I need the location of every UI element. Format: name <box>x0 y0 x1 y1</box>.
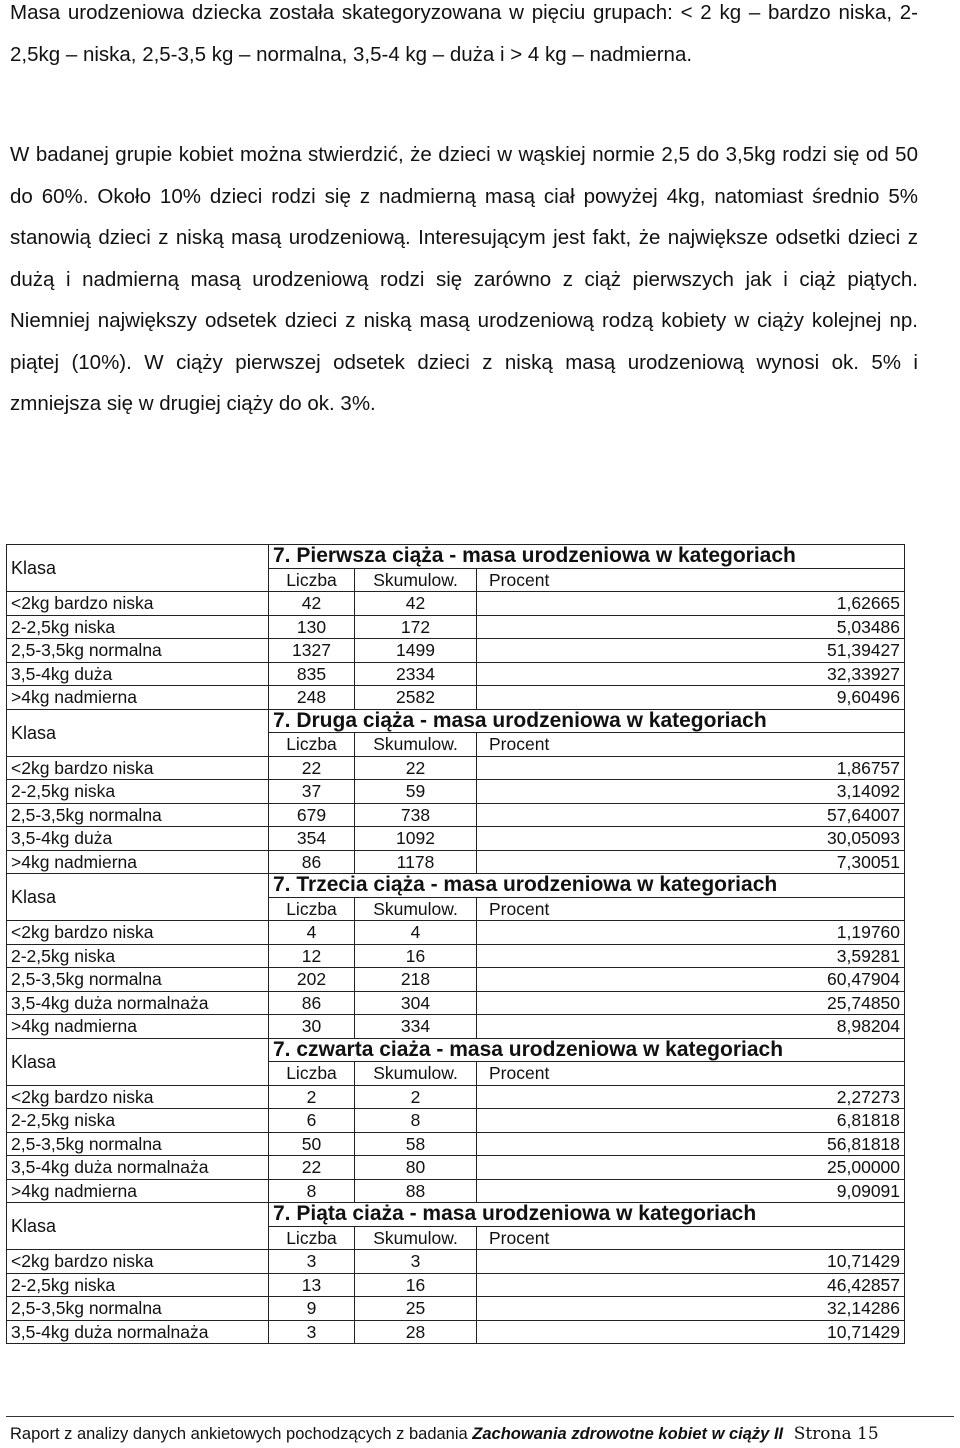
skumulow-cell: 16 <box>355 944 477 968</box>
liczba-cell: 37 <box>269 780 355 804</box>
procent-cell: 30,05093 <box>477 827 905 851</box>
procent-header: Procent <box>477 733 905 757</box>
klasa-cell: <2kg bardzo niska <box>7 1250 269 1274</box>
klasa-cell: >4kg nadmierna <box>7 850 269 874</box>
skumulow-cell: 1178 <box>355 850 477 874</box>
klasa-cell: 2-2,5kg niska <box>7 1273 269 1297</box>
table-row <box>7 615 905 639</box>
table-section-title: 7. Pierwsza ciąża - masa urodzeniowa w kategoriach <box>269 545 905 569</box>
skumulow-cell: 334 <box>355 1015 477 1039</box>
skumulow-cell: 2 <box>355 1085 477 1109</box>
skumulow-cell: 1499 <box>355 639 477 663</box>
birth-weight-table <box>6 544 905 1344</box>
procent-cell: 6,81818 <box>477 1109 905 1133</box>
skumulow-cell: 2334 <box>355 662 477 686</box>
procent-cell: 25,00000 <box>477 1156 905 1180</box>
klasa-header: Klasa <box>7 1038 269 1085</box>
liczba-cell: 3 <box>269 1250 355 1274</box>
procent-cell: 25,74850 <box>477 991 905 1015</box>
procent-cell: 56,81818 <box>477 1132 905 1156</box>
klasa-cell: <2kg bardzo niska <box>7 592 269 616</box>
skumulow-cell: 59 <box>355 780 477 804</box>
footer-page-number: Strona 15 <box>793 1424 879 1444</box>
liczba-cell: 30 <box>269 1015 355 1039</box>
procent-cell: 32,33927 <box>477 662 905 686</box>
klasa-cell: 3,5-4kg duża <box>7 662 269 686</box>
table-row <box>7 944 905 968</box>
footer-study-title: Zachowania zdrowotne kobiet w ciąży II <box>472 1425 784 1443</box>
footer-divider <box>6 1416 954 1417</box>
liczba-cell: 835 <box>269 662 355 686</box>
procent-header: Procent <box>477 1062 905 1086</box>
procent-cell: 2,27273 <box>477 1085 905 1109</box>
table-section-title-row <box>7 1038 905 1062</box>
procent-cell: 1,86757 <box>477 756 905 780</box>
table-row <box>7 1179 905 1203</box>
skumulow-cell: 4 <box>355 921 477 945</box>
liczba-header: Liczba <box>269 1226 355 1250</box>
liczba-header: Liczba <box>269 897 355 921</box>
liczba-cell: 8 <box>269 1179 355 1203</box>
procent-cell: 3,59281 <box>477 944 905 968</box>
table-row <box>7 1085 905 1109</box>
liczba-header: Liczba <box>269 1062 355 1086</box>
table-section-title: 7. Druga ciąża - masa urodzeniowa w kategoriach <box>269 709 905 733</box>
liczba-cell: 248 <box>269 686 355 710</box>
klasa-cell: <2kg bardzo niska <box>7 921 269 945</box>
table-row <box>7 921 905 945</box>
table-section-title-row <box>7 1203 905 1227</box>
procent-header: Procent <box>477 568 905 592</box>
liczba-cell: 86 <box>269 991 355 1015</box>
liczba-cell: 202 <box>269 968 355 992</box>
liczba-header: Liczba <box>269 733 355 757</box>
procent-cell: 32,14286 <box>477 1297 905 1321</box>
klasa-cell: 2,5-3,5kg normalna <box>7 1297 269 1321</box>
liczba-cell: 22 <box>269 1156 355 1180</box>
table-row <box>7 1320 905 1344</box>
liczba-cell: 12 <box>269 944 355 968</box>
klasa-cell: 3,5-4kg duża normalnaża <box>7 1320 269 1344</box>
klasa-cell: 2-2,5kg niska <box>7 615 269 639</box>
klasa-cell: 2,5-3,5kg normalna <box>7 1132 269 1156</box>
liczba-cell: 22 <box>269 756 355 780</box>
liczba-cell: 679 <box>269 803 355 827</box>
klasa-cell: 2,5-3,5kg normalna <box>7 968 269 992</box>
procent-header: Procent <box>477 897 905 921</box>
table-row <box>7 1132 905 1156</box>
table-row <box>7 780 905 804</box>
liczba-cell: 50 <box>269 1132 355 1156</box>
klasa-cell: >4kg nadmierna <box>7 686 269 710</box>
skumulow-cell: 22 <box>355 756 477 780</box>
table-section-title-row <box>7 874 905 898</box>
table-row <box>7 803 905 827</box>
procent-cell: 1,19760 <box>477 921 905 945</box>
klasa-cell: 2,5-3,5kg normalna <box>7 803 269 827</box>
liczba-cell: 2 <box>269 1085 355 1109</box>
klasa-cell: <2kg bardzo niska <box>7 1085 269 1109</box>
klasa-cell: 3,5-4kg duża <box>7 827 269 851</box>
procent-cell: 46,42857 <box>477 1273 905 1297</box>
procent-cell: 9,60496 <box>477 686 905 710</box>
skumulow-cell: 3 <box>355 1250 477 1274</box>
skumulow-cell: 8 <box>355 1109 477 1133</box>
footer-report-text: Raport z analizy danych ankietowych pochodzących z badania <box>10 1425 468 1443</box>
liczba-cell: 13 <box>269 1273 355 1297</box>
skumulow-cell: 42 <box>355 592 477 616</box>
table-row <box>7 662 905 686</box>
klasa-header: Klasa <box>7 1203 269 1250</box>
skumulow-cell: 2582 <box>355 686 477 710</box>
intro-paragraph: Masa urodzeniowa dziecka została skategoryzowana w pięciu grupach: < 2 kg – bardzo niska, 2-2,5kg – niska, 2,5-3,5 kg – normalna, 3,5-4 kg – duża i > 4 kg – nadmierna. <box>10 1 918 66</box>
liczba-cell: 130 <box>269 615 355 639</box>
liczba-header: Liczba <box>269 568 355 592</box>
table-row <box>7 850 905 874</box>
skumulow-header: Skumulow. <box>355 733 477 757</box>
skumulow-header: Skumulow. <box>355 568 477 592</box>
liczba-cell: 3 <box>269 1320 355 1344</box>
skumulow-cell: 218 <box>355 968 477 992</box>
table-section-title: 7. czwarta ciaża - masa urodzeniowa w kategoriach <box>269 1038 905 1062</box>
klasa-cell: 2-2,5kg niska <box>7 780 269 804</box>
procent-cell: 9,09091 <box>477 1179 905 1203</box>
skumulow-cell: 1092 <box>355 827 477 851</box>
procent-cell: 60,47904 <box>477 968 905 992</box>
liczba-cell: 86 <box>269 850 355 874</box>
skumulow-cell: 172 <box>355 615 477 639</box>
table-row <box>7 991 905 1015</box>
procent-cell: 5,03486 <box>477 615 905 639</box>
klasa-cell: 2,5-3,5kg normalna <box>7 639 269 663</box>
procent-cell: 51,39427 <box>477 639 905 663</box>
klasa-cell: 2-2,5kg niska <box>7 944 269 968</box>
klasa-cell: 2-2,5kg niska <box>7 1109 269 1133</box>
skumulow-header: Skumulow. <box>355 897 477 921</box>
skumulow-cell: 28 <box>355 1320 477 1344</box>
table-row <box>7 968 905 992</box>
skumulow-header: Skumulow. <box>355 1226 477 1250</box>
analysis-paragraph: W badanej grupie kobiet można stwierdzić, że dzieci w wąskiej normie 2,5 do 3,5kg rodzi się od 50 do 60%. Około 10% dzieci rodzi się z nadmierną masą ciał powyżej 4kg, natomiast średnio 5% stanowią dzieci z niską masą urodzeniową. Interesującym jest fakt, że największe odsetki dzieci z dużą i nadmierną masą urodzeniową rodzi się zarówno z ciąż pierwszych jak i ciąż piątych. Niemniej największy odsetek dzieci z niską masą urodzeniową rodzą kobiety w ciąży kolejnej np. piątej (10%). W ciąży pierwszej odsetek dzieci z niską masą urodzeniową wynosi ok. 5% i zmniejsza się w drugiej ciąży do ok. 3%. <box>10 143 918 415</box>
table-row <box>7 1015 905 1039</box>
skumulow-cell: 58 <box>355 1132 477 1156</box>
liczba-cell: 1327 <box>269 639 355 663</box>
klasa-header: Klasa <box>7 545 269 592</box>
skumulow-cell: 304 <box>355 991 477 1015</box>
procent-cell: 57,64007 <box>477 803 905 827</box>
procent-header: Procent <box>477 1226 905 1250</box>
table-row <box>7 1273 905 1297</box>
skumulow-header: Skumulow. <box>355 1062 477 1086</box>
skumulow-cell: 16 <box>355 1273 477 1297</box>
page-footer <box>10 1424 960 1444</box>
liczba-cell: 4 <box>269 921 355 945</box>
table-row <box>7 1109 905 1133</box>
procent-cell: 3,14092 <box>477 780 905 804</box>
klasa-cell: >4kg nadmierna <box>7 1015 269 1039</box>
table-row <box>7 827 905 851</box>
liczba-cell: 42 <box>269 592 355 616</box>
klasa-cell: 3,5-4kg duża normalnaża <box>7 991 269 1015</box>
table-row <box>7 639 905 663</box>
klasa-header: Klasa <box>7 874 269 921</box>
table-row <box>7 1156 905 1180</box>
table-section-title-row <box>7 709 905 733</box>
liczba-cell: 354 <box>269 827 355 851</box>
procent-cell: 7,30051 <box>477 850 905 874</box>
procent-cell: 10,71429 <box>477 1320 905 1344</box>
klasa-cell: <2kg bardzo niska <box>7 756 269 780</box>
table-row <box>7 686 905 710</box>
table-row <box>7 1297 905 1321</box>
table-section-title: 7. Trzecia ciąża - masa urodzeniowa w kategoriach <box>269 874 905 898</box>
liczba-cell: 9 <box>269 1297 355 1321</box>
skumulow-cell: 738 <box>355 803 477 827</box>
procent-cell: 1,62665 <box>477 592 905 616</box>
skumulow-cell: 25 <box>355 1297 477 1321</box>
klasa-cell: 3,5-4kg duża normalnaża <box>7 1156 269 1180</box>
skumulow-cell: 88 <box>355 1179 477 1203</box>
table-row <box>7 756 905 780</box>
table-row <box>7 1250 905 1274</box>
table-section-title-row <box>7 545 905 569</box>
klasa-cell: >4kg nadmierna <box>7 1179 269 1203</box>
skumulow-cell: 80 <box>355 1156 477 1180</box>
table-section-title: 7. Piąta ciaża - masa urodzeniowa w kategoriach <box>269 1203 905 1227</box>
klasa-header: Klasa <box>7 709 269 756</box>
table-row <box>7 592 905 616</box>
liczba-cell: 6 <box>269 1109 355 1133</box>
procent-cell: 10,71429 <box>477 1250 905 1274</box>
procent-cell: 8,98204 <box>477 1015 905 1039</box>
